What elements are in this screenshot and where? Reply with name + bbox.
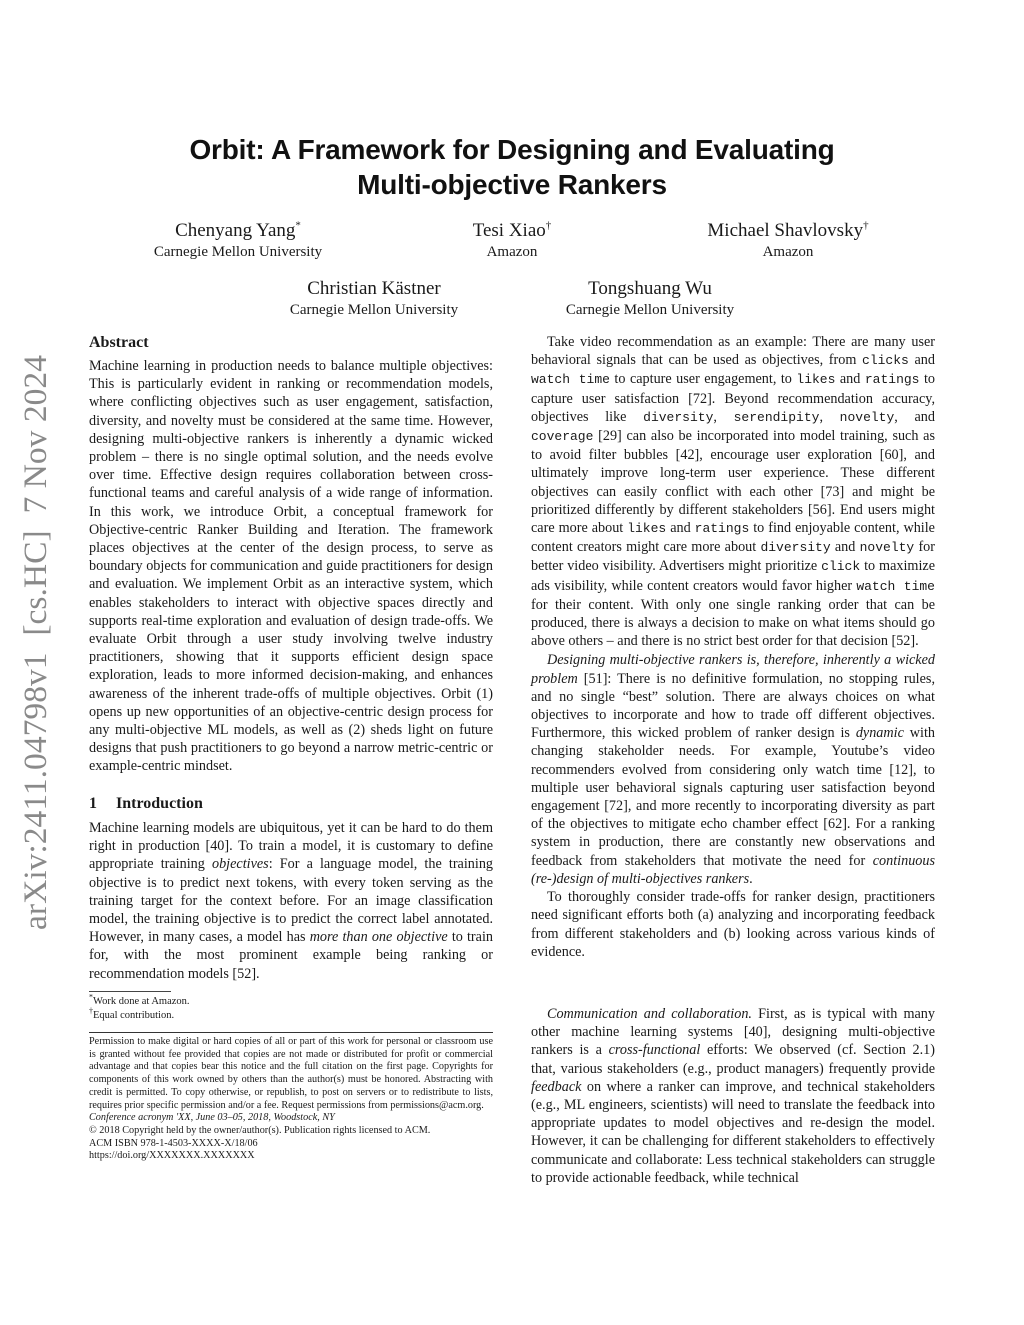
intro-paragraph <box>89 819 493 983</box>
footnote-mark: † <box>89 1006 93 1016</box>
author-mark: † <box>863 219 869 232</box>
text-run: and <box>908 352 935 369</box>
author-name: Chenyang Yang <box>175 220 296 241</box>
author-name: Tongshuang Wu <box>588 278 712 299</box>
right-column-lower <box>531 1005 935 1187</box>
text-run: to train for, with the most prominent example being ranking or recommendation models [52]. <box>89 929 493 982</box>
footnotes <box>89 992 493 1023</box>
objective-term: novelty <box>839 409 895 425</box>
author-affiliation: Carnegie Mellon University <box>565 302 735 318</box>
text-run: and <box>830 539 860 556</box>
author-block-3 <box>676 220 900 262</box>
emphasis: cross-functional <box>608 1042 701 1059</box>
permission-block <box>89 1036 493 1163</box>
paper-title <box>120 132 904 202</box>
text-run: [29] can also be incorporated into model training, such as to avoid filter bubbles [42], encourage user exploration [60], and ultimately improve long-term user experience. These different objectives can easily conflict with each other [73] and might be prioritized differently by different stakeholders [56]. End users might care more about <box>531 428 935 537</box>
section-title: Introduction <box>116 795 203 812</box>
paragraph-lead: Communication and collaboration. <box>547 1006 752 1022</box>
author-affiliation: Amazon <box>486 244 538 260</box>
text-run: and <box>666 520 695 537</box>
text-run: to capture user engagement, to <box>609 371 797 388</box>
text-run: with changing stakeholder needs. For example, Youtube’s video recommenders evolved from considering only watch time [12], to multiple user behavioral signals capturing user satisfaction beyond engagement [72], and more recently to incorporating diversity as part of the objectives to mitigate echo chamber effect [62]. For a ranking system in production, there are constantly new observations and feedback from stakeholders that motivate the need for <box>531 725 935 869</box>
text-run: to maximize ads visibility, while content creators would favor higher <box>531 558 935 594</box>
title-line-2: Multi-objective Rankers <box>357 169 667 200</box>
footnote <box>89 992 493 1009</box>
text-run: efforts: We observed (cf. Section 2.1) that, various stakeholders (e.g., product managers) frequently provide <box>531 1042 936 1077</box>
text-run: for their content. With only one single ranking order that can be produced, there is always a decision to make on what items should go above others – and there is no strict best order for that decision [52]. <box>531 596 935 650</box>
emphasis: objectives <box>211 856 269 873</box>
isbn-line: ACM ISBN 978-1-4503-XXXX-X/18/06 <box>89 1137 258 1149</box>
text-run: on where a ranker can improve, and technical stakeholders (e.g., ML engineers, scientists) will need to translate the feedback into appropriate updates to model objectives and re-design the model. However, it can be challenging for different stakeholders to effectively communicate and collaborate: Less technical stakeholders can struggle to provide actionable feedback, while technical <box>531 1078 935 1186</box>
emphasis: more than one objective <box>309 929 448 946</box>
doi-line: https://doi.org/XXXXXXX.XXXXXXX <box>89 1150 255 1162</box>
author-name: Christian Kästner <box>307 278 441 299</box>
text-run: Take video recommendation as an example: There are many user behavioral signals that can be used as objectives, from <box>531 334 935 369</box>
objective-term: diversity <box>643 409 714 425</box>
text-run: to capture user satisfaction [72]. Beyond recommendation accuracy, objectives like <box>531 371 935 425</box>
footnote-text: Equal contribution. <box>93 1010 175 1021</box>
text-run: . <box>749 870 753 887</box>
text-run: : For a language model, the training objective is to predict next tokens, with every token serving as the training target for the context before. For an image classification model, the training objective is to predict the correct label annotated. However, in many cases, a model has <box>89 856 494 946</box>
objective-term: ratings <box>864 372 920 388</box>
left-column <box>89 333 493 776</box>
permission-text: Permission to make digital or hard copies of all or part of this work for personal or classroom use is granted without fee provided that copies are not made or distributed for profit or commercial advantage and that copies bear this notice and the full citation on the first page. Copyrights for components of this work owned by others than the author(s) must be honored. Abstracting with credit is permitted. To copy otherwise, or republish, to post on servers or to redistribute to lists, requires prior specific permission and/or a fee. Request permissions from permissions@acm.org. <box>89 1036 493 1111</box>
objective-term: watch time <box>856 578 935 594</box>
author-block-5 <box>538 278 762 320</box>
permission-rule <box>89 1032 493 1033</box>
objective-term: serendipity <box>733 409 820 425</box>
abstract-heading: Abstract <box>89 334 149 351</box>
arxiv-identifier: arXiv:2411.04798v1 [cs.HC] 7 Nov 2024 <box>18 364 54 930</box>
objective-term: click <box>821 559 861 575</box>
text-run: and <box>835 371 865 388</box>
text-run: , and <box>894 408 935 425</box>
arxiv-sidebar-stamp <box>2 350 60 940</box>
emphasis: Designing multi-objective rankers is, therefore, inherently a wicked problem <box>531 652 935 687</box>
author-affiliation: Carnegie Mellon University <box>153 244 323 260</box>
objective-term: watch time <box>531 372 610 388</box>
body-paragraph-2 <box>531 651 935 888</box>
author-block-4 <box>262 278 486 320</box>
footnote <box>89 1006 493 1023</box>
text-run: First, as is typical with many other machine learning systems [40], designing multi-objective rankers is a <box>531 1006 935 1059</box>
conference-info: Conference acronym 'XX, June 03–05, 2018, Woodstock, NY <box>89 1112 335 1124</box>
arxiv-stamp-svg <box>2 350 60 940</box>
text-run: [51]: There is no definitive formulation, no stopping rules, and no single “best” solution. There are always choices on what objectives to incorporate and how to trade off different objectives. Furthermore, this wicked problem of ranker design is <box>531 670 935 742</box>
author-affiliation: Carnegie Mellon University <box>289 302 459 318</box>
emphasis: dynamic <box>855 725 904 742</box>
objective-term: coverage <box>531 429 594 445</box>
author-name: Tesi Xiao <box>472 220 546 241</box>
author-block-2 <box>412 220 612 262</box>
body-paragraph-3: To thoroughly consider trade-offs for ranker design, practitioners need significant efforts both (a) analyzing and incorporating feedback from different stakeholders and (b) looking across various kinds of evidence. <box>531 889 935 960</box>
author-mark: * <box>295 219 301 232</box>
body-paragraph-1 <box>531 333 935 651</box>
emphasis: continuous (re-)design of multi-objectives rankers <box>531 852 935 887</box>
text-run: for better video visibility. Advertisers might prioritize <box>531 539 935 575</box>
text-run: , <box>713 408 734 425</box>
section-number: 1 <box>89 795 97 812</box>
introduction-section <box>89 794 493 983</box>
section-heading <box>89 794 493 814</box>
author-affiliation: Amazon <box>762 244 814 260</box>
text-run: , <box>819 408 840 425</box>
author-name: Michael Shavlovsky <box>707 220 864 241</box>
abstract-text: Machine learning in production needs to balance multiple objectives: This is particularly evident in ranking or recommendation models, where conflicting objectives such as user engagement, satisfaction, diversity, and novelty must be considered at the same time. However, designing multi-objective rankers is inherently a dynamic wicked problem – there is no single optimal solution, and the needs evolve over time. Effective design requires collaboration between cross-functional teams and careful analysis of a wide range of information. In this work, we introduce Orbit, a conceptual framework for Objective-centric Ranker Building and Iteration. The framework places objectives at the center of the design process, to serve as boundary objects for communication and guide practitioners for design and evaluation. We implement Orbit as an interactive system, which enables stakeholders to interact with objective spaces directly and supports real-time exploration and evaluation of design trade-offs. We evaluate Orbit through a user study involving twelve industry practitioners, showing that it supports efficient design space exploration, leads to more informed decision-making, and enhances awareness of the inherent trade-offs of multiple objectives. Orbit (1) opens up new opportunities of an objective-centric design process for any multi-objective ML models, as well as (2) sheds light on future designs that push practitioners to go beyond a narrow metric-centric or example-centric mindset. <box>89 358 493 775</box>
text-run: to find enjoyable content, while content creators might care more about <box>531 520 935 556</box>
copyright-line: © 2018 Copyright held by the owner/author(s). Publication rights licensed to ACM. <box>89 1124 431 1136</box>
author-block-1 <box>120 220 356 262</box>
emphasis: feedback <box>531 1078 582 1095</box>
objective-term: diversity <box>760 540 831 556</box>
footnote-rule <box>89 991 171 992</box>
objective-term: novelty <box>859 540 915 556</box>
right-column <box>531 333 935 961</box>
title-line-1: Orbit: A Framework for Designing and Evaluating <box>189 134 835 165</box>
footnote-text: Work done at Amazon. <box>93 996 190 1007</box>
author-mark: † <box>545 219 552 232</box>
footnote-mark: * <box>89 992 93 1002</box>
objective-term: clicks <box>862 353 909 369</box>
text-run: Machine learning models are ubiquitous, yet it can be hard to do them right in production [40]. To train a model, it is customary to define appropriate training <box>89 820 493 873</box>
objective-term: ratings <box>694 521 750 537</box>
objective-term: likes <box>627 521 667 537</box>
objective-term: likes <box>796 372 836 388</box>
body-paragraph-4 <box>531 1005 935 1187</box>
